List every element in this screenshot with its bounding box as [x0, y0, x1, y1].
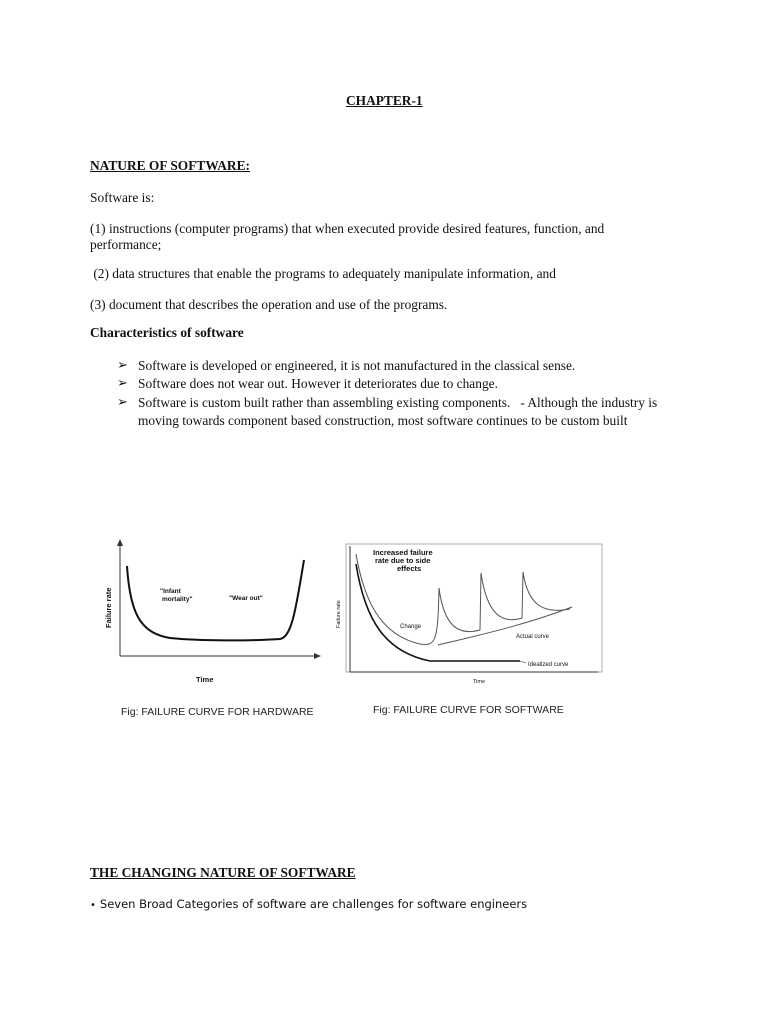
characteristics-heading: Characteristics of software: [90, 325, 244, 340]
definition-1-line-2: performance;: [90, 237, 162, 252]
section-heading-nature: NATURE OF SOFTWARE:: [90, 158, 250, 173]
bathtub-curve: [127, 560, 304, 640]
arrow-bullet-icon: ➢: [117, 376, 128, 391]
x-axis-label: Time: [473, 679, 486, 685]
dot-bullet-icon: •: [90, 900, 96, 911]
idealized-curve-label: Idealized curve: [528, 662, 569, 668]
infant-mortality-label-line-2: mortality": [162, 596, 193, 603]
y-axis-label: Failure rate: [104, 587, 113, 628]
software-failure-curve-figure: [330, 540, 610, 688]
software-figure-caption: Fig: FAILURE CURVE FOR SOFTWARE: [373, 704, 564, 716]
x-axis-arrow: [314, 653, 321, 659]
section-heading-changing-nature: THE CHANGING NATURE OF SOFTWARE: [90, 865, 356, 880]
actual-curve-baseline: [438, 607, 572, 645]
software-is-text: Software is:: [90, 190, 155, 205]
characteristic-item: [117, 375, 697, 393]
section2-bullet-item: [90, 895, 690, 913]
change-label: Change: [400, 624, 422, 630]
wear-out-label: "Wear out": [229, 595, 263, 602]
increased-failure-label-line-3: effects: [397, 564, 422, 573]
actual-curve-label: Actual curve: [516, 634, 550, 640]
increased-failure-label-line-1: Increased failure: [373, 548, 433, 557]
arrow-bullet-icon: ➢: [117, 358, 128, 373]
definition-2: (2) data structures that enable the programs to adequately manipulate information, and: [90, 266, 556, 281]
infant-mortality-label-line-1: "Infant: [160, 588, 181, 595]
definition-1-line-1: (1) instructions (computer programs) that when executed provide desired features, function, and: [90, 221, 605, 236]
characteristic-item: [117, 357, 697, 375]
characteristic-item: [117, 394, 697, 430]
x-axis-label: Time: [196, 675, 214, 684]
hardware-failure-curve-figure: [100, 538, 330, 723]
y-axis-arrow: [117, 539, 123, 546]
arrow-bullet-icon: ➢: [117, 395, 128, 410]
section2-bullet-text: Seven Broad Categories of software are challenges for software engineers: [99, 897, 528, 911]
characteristic-text: Software is custom built rather than assembling existing components. - Although the industry is: [138, 395, 658, 410]
definition-3: (3) document that describes the operation and use of the programs.: [90, 297, 448, 312]
characteristic-text: Software does not wear out. However it deteriorates due to change.: [138, 376, 498, 391]
actual-curve: [356, 554, 570, 644]
characteristic-text-continued: moving towards component based construction, most software continues to be custom built: [138, 413, 628, 428]
idealized-leader: [520, 661, 526, 663]
hardware-figure-caption: Fig: FAILURE CURVE FOR HARDWARE: [121, 706, 314, 718]
characteristic-text: Software is developed or engineered, it is not manufactured in the classical sense.: [138, 358, 576, 373]
chapter-title: CHAPTER-1: [346, 93, 423, 108]
y-axis-label: Failure rate: [336, 600, 342, 628]
increased-failure-label-line-2: rate due to side: [375, 556, 431, 565]
